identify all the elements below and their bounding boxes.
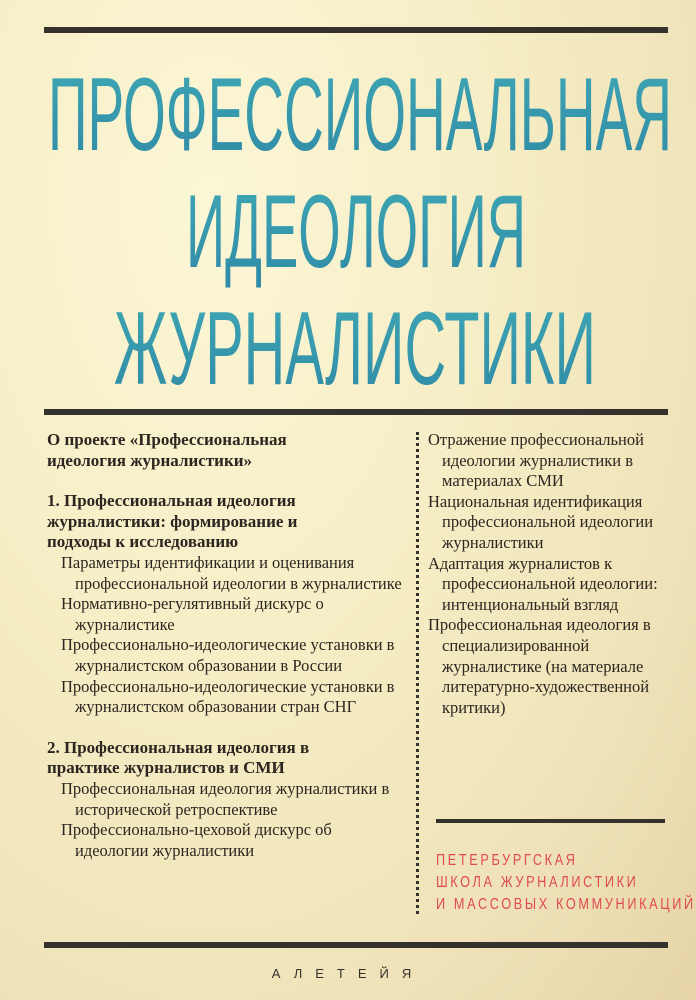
- toc-item: Профессионально-идеологические установки в журналистском образовании стран СНГ: [61, 676, 395, 717]
- series-line-1: ПЕТЕРБУРГСКАЯ: [436, 852, 578, 869]
- bottom-rule: [44, 942, 668, 948]
- publisher: АЛЕТЕЙЯ: [271, 966, 425, 981]
- series-rule: [436, 819, 665, 823]
- middle-rule: [44, 409, 668, 415]
- title-line-2: ИДЕОЛОГИЯ: [186, 174, 526, 290]
- toc-item: Национальная идентификация профессиональной идеологии журналистики: [428, 491, 654, 552]
- title-line-1: ПРОФЕССИОНАЛЬНАЯ: [48, 57, 672, 173]
- toc-item: Профессионально-идеологические установки в журналистском образовании в России: [61, 635, 395, 675]
- column-divider: [416, 432, 419, 914]
- series-name: [436, 850, 696, 916]
- toc-item: Параметры идентификации и оценивания профессиональной идеологии в журналистике: [61, 552, 402, 593]
- title-line-3: ЖУРНАЛИСТИКИ: [114, 291, 596, 407]
- toc-item: Адаптация журналистов к профессиональной идеологии: интенциональный взгляд: [428, 553, 658, 614]
- toc-item: Профессиональная идеология журналистики в исторической ретроспективе: [61, 778, 390, 819]
- intro-heading: О проекте «Профессиональная идеология журналистики»: [47, 430, 287, 470]
- section-1-heading: 1. Профессиональная идеология журналистики: формирование и подходы к исследованию: [47, 491, 298, 552]
- section-2-heading: 2. Профессиональная идеология в практике журналистов и СМИ: [47, 737, 310, 778]
- toc-item: Профессионально-цеховой дискурс об идеологии журналистики: [61, 820, 332, 860]
- toc-item: Профессиональная идеология в специализированной журналистике (на материале литературно-художественной критики): [428, 615, 651, 717]
- contents-left: [47, 430, 412, 861]
- series-line-3: И МАССОВЫХ КОММУНИКАЦИЙ: [436, 896, 696, 913]
- contents-right: [428, 430, 678, 718]
- toc-item: Нормативно-регулятивный дискурс о журналистике: [61, 594, 324, 634]
- series-line-2: ШКОЛА ЖУРНАЛИСТИКИ: [436, 874, 639, 891]
- toc-item: Отражение профессиональной идеологии журналистики в материалах СМИ: [428, 430, 644, 491]
- book-title: [0, 0, 696, 408]
